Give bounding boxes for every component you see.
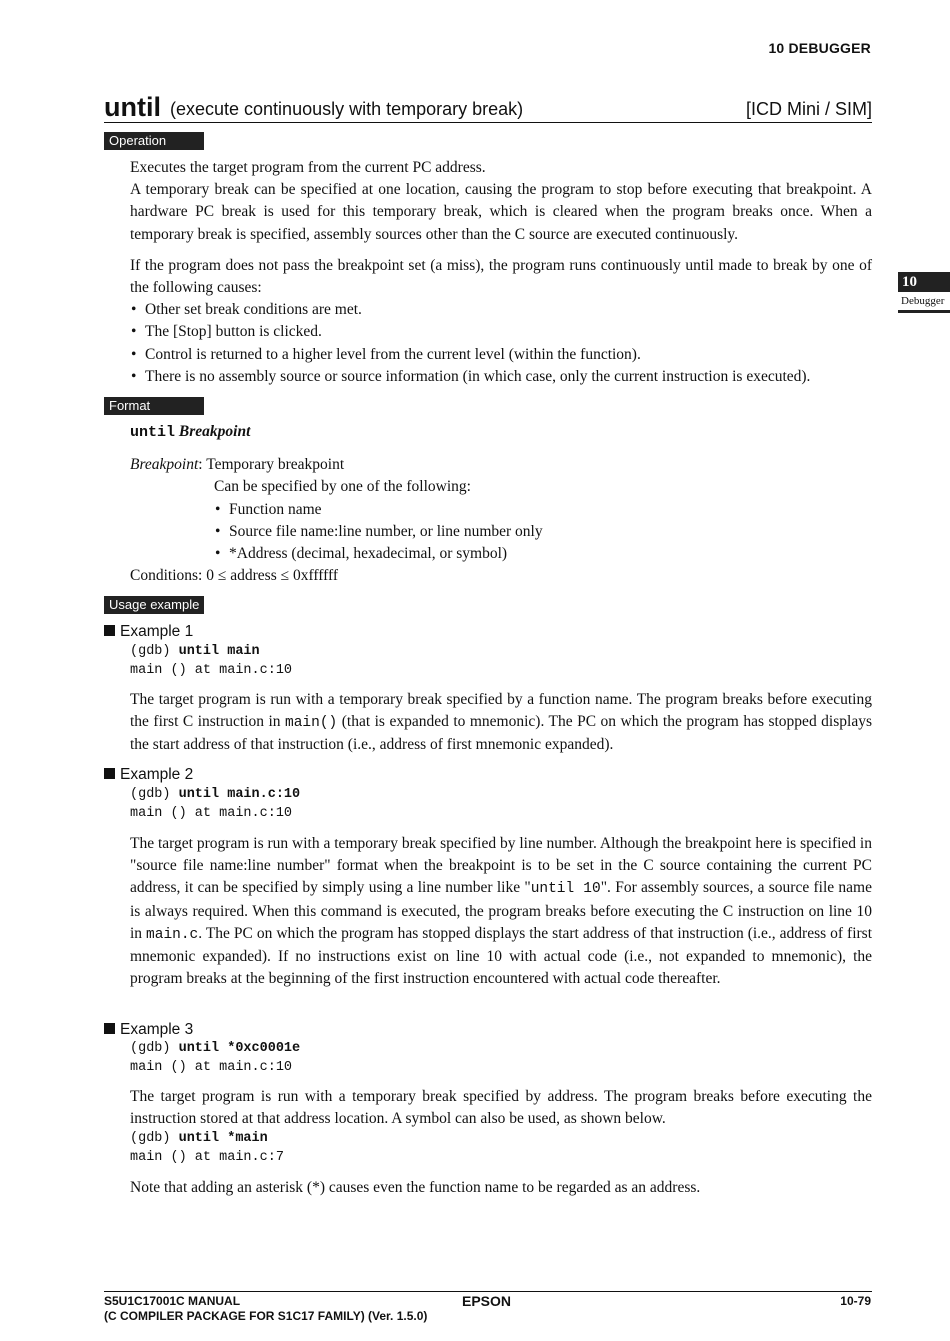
text-part: (that is expanded to mnemonic). The PC on which the program has stopped displays the start address of that instruction (i.e., address of first mnemonic expanded). — [130, 713, 872, 754]
operation-paragraph-3: If the program does not pass the breakpoint set (a miss), the program runs continuously until made to break by one of the following causes: — [130, 256, 872, 297]
usage-example-label: Usage example — [104, 596, 204, 614]
conditions-value: 0 ≤ address ≤ 0xffffff — [206, 567, 339, 585]
list-item: • Control is returned to a higher level from the current level (within the function). — [130, 344, 872, 366]
text-part: The target program is run with a temporary break specified by line number. Although the breakpoint here is specified in "source file name:line number" format when the breakpoint is to be set in the C source containing the current PC address, it can be specified by simply using a line number like " — [130, 835, 872, 897]
param-name: Breakpoint — [130, 456, 199, 474]
code-prompt: (gdb) — [130, 787, 179, 802]
param-subtitle: Can be specified by one of the following: — [214, 478, 471, 496]
example-3-note — [130, 1177, 872, 1199]
side-tab-label: Debugger — [898, 292, 950, 313]
code-output: main () at main.c:7 — [130, 1149, 284, 1165]
code-command: until main — [178, 644, 260, 659]
note-text: Note that adding an asterisk (*) causes even the function name to be regarded as an address. — [130, 1179, 701, 1196]
code-prompt: (gdb) — [130, 644, 179, 659]
operation-paragraph-1: Executes the target program from the current PC address. — [130, 159, 486, 176]
inline-code: until 10 — [530, 881, 601, 898]
chapter-side-tab — [898, 272, 950, 313]
example-2-description — [130, 833, 872, 990]
inline-code: main() — [285, 715, 338, 732]
square-bullet-icon — [104, 768, 115, 779]
command-target: [ICD Mini / SIM] — [745, 99, 872, 119]
example-title: Example 1 — [120, 623, 194, 640]
example-3-code — [130, 1040, 300, 1077]
operation-section — [130, 157, 872, 388]
footer-rule — [104, 1291, 872, 1292]
chapter-header: 10 DEBUGGER — [768, 40, 871, 56]
code-output: main () at main.c:10 — [130, 805, 293, 821]
text-part: . The PC on which the program has stopped displays the start address of that instruction (i.e., address of first mnemonic expanded). If no instructions exist on line 10 with actual code (i.e., not expanded to mnemonic), the program breaks at the beginning of the first instruction encountered with actual code thereafter. — [130, 924, 872, 988]
format-command: until — [130, 424, 176, 441]
code-output: main () at main.c:10 — [130, 662, 293, 678]
code-command: until *0xc0001e — [178, 1041, 301, 1056]
code-output: main () at main.c:10 — [130, 1059, 293, 1075]
operation-label: Operation — [104, 132, 204, 150]
code-prompt: (gdb) — [130, 1131, 179, 1146]
list-item: • The [Stop] button is clicked. — [130, 321, 872, 343]
text-part: ". For assembly sources, a source file name is always required. When this command is executed, the program breaks before executing the C instruction on line 10 in — [130, 879, 872, 942]
operation-paragraph-2: A temporary break can be specified at one location, causing the program to stop before executing that breakpoint. A hardware PC break is used for this temporary break, which is cleared when the program breaks once. When a temporary break is specified, assembly sources other than the C source are executed continuously. — [130, 181, 872, 243]
example-3-description — [130, 1086, 872, 1130]
example-title: Example 3 — [120, 1021, 194, 1038]
param-colon: : — [198, 456, 203, 474]
example-3-text: The target program is run with a temporary break specified by address. The program breaks before executing the instruction stored at that address location. A symbol can also be used, as shown below. — [130, 1088, 872, 1128]
format-syntax — [130, 421, 872, 444]
square-bullet-icon — [104, 625, 115, 636]
param-options-list — [214, 499, 872, 566]
example-2-code — [130, 786, 300, 823]
example-1-description — [130, 689, 872, 757]
format-label: Format — [104, 397, 204, 415]
code-command: until main.c:10 — [178, 787, 301, 802]
format-section — [130, 421, 872, 587]
list-item: • Source file name:line number, or line number only — [214, 521, 872, 543]
conditions-label: Conditions: — [130, 567, 203, 585]
code-command: until *main — [178, 1131, 268, 1146]
footer-brand: EPSON — [462, 1293, 512, 1309]
footer-manual-info — [104, 1294, 427, 1323]
example-title: Example 2 — [120, 766, 194, 783]
command-description: (execute continuously with temporary break) — [170, 99, 524, 119]
side-tab-number: 10 — [898, 272, 950, 292]
param-description: Temporary breakpoint — [206, 456, 345, 474]
list-item: • There is no assembly source or source information (in which case, only the current instruction is executed). — [130, 366, 872, 388]
list-item: • Function name — [214, 499, 872, 521]
text-part: The target program is run with a temporary break specified by a function name. The program breaks before executing the first C instruction in — [130, 691, 872, 731]
example-3-heading — [104, 1020, 193, 1040]
format-parameters — [130, 454, 872, 587]
footer-package: (C COMPILER PACKAGE FOR S1C17 FAMILY) (Ver. 1.5.0) — [104, 1308, 428, 1323]
example-3-code-symbol — [130, 1130, 284, 1167]
inline-code: main.c — [146, 926, 199, 943]
square-bullet-icon — [104, 1023, 115, 1034]
break-causes-list — [130, 299, 872, 388]
list-item: • Other set break conditions are met. — [130, 299, 872, 321]
code-prompt: (gdb) — [130, 1041, 179, 1056]
command-name: until — [104, 92, 161, 122]
example-1-heading — [104, 622, 193, 642]
page-number: 10-79 — [840, 1294, 871, 1308]
example-2-heading — [104, 765, 193, 785]
format-argument: Breakpoint — [178, 423, 251, 440]
footer-manual: S5U1C17001C MANUAL — [104, 1294, 241, 1308]
example-1-code — [130, 643, 292, 680]
list-item: • *Address (decimal, hexadecimal, or symbol) — [214, 543, 872, 565]
command-title — [104, 92, 872, 123]
